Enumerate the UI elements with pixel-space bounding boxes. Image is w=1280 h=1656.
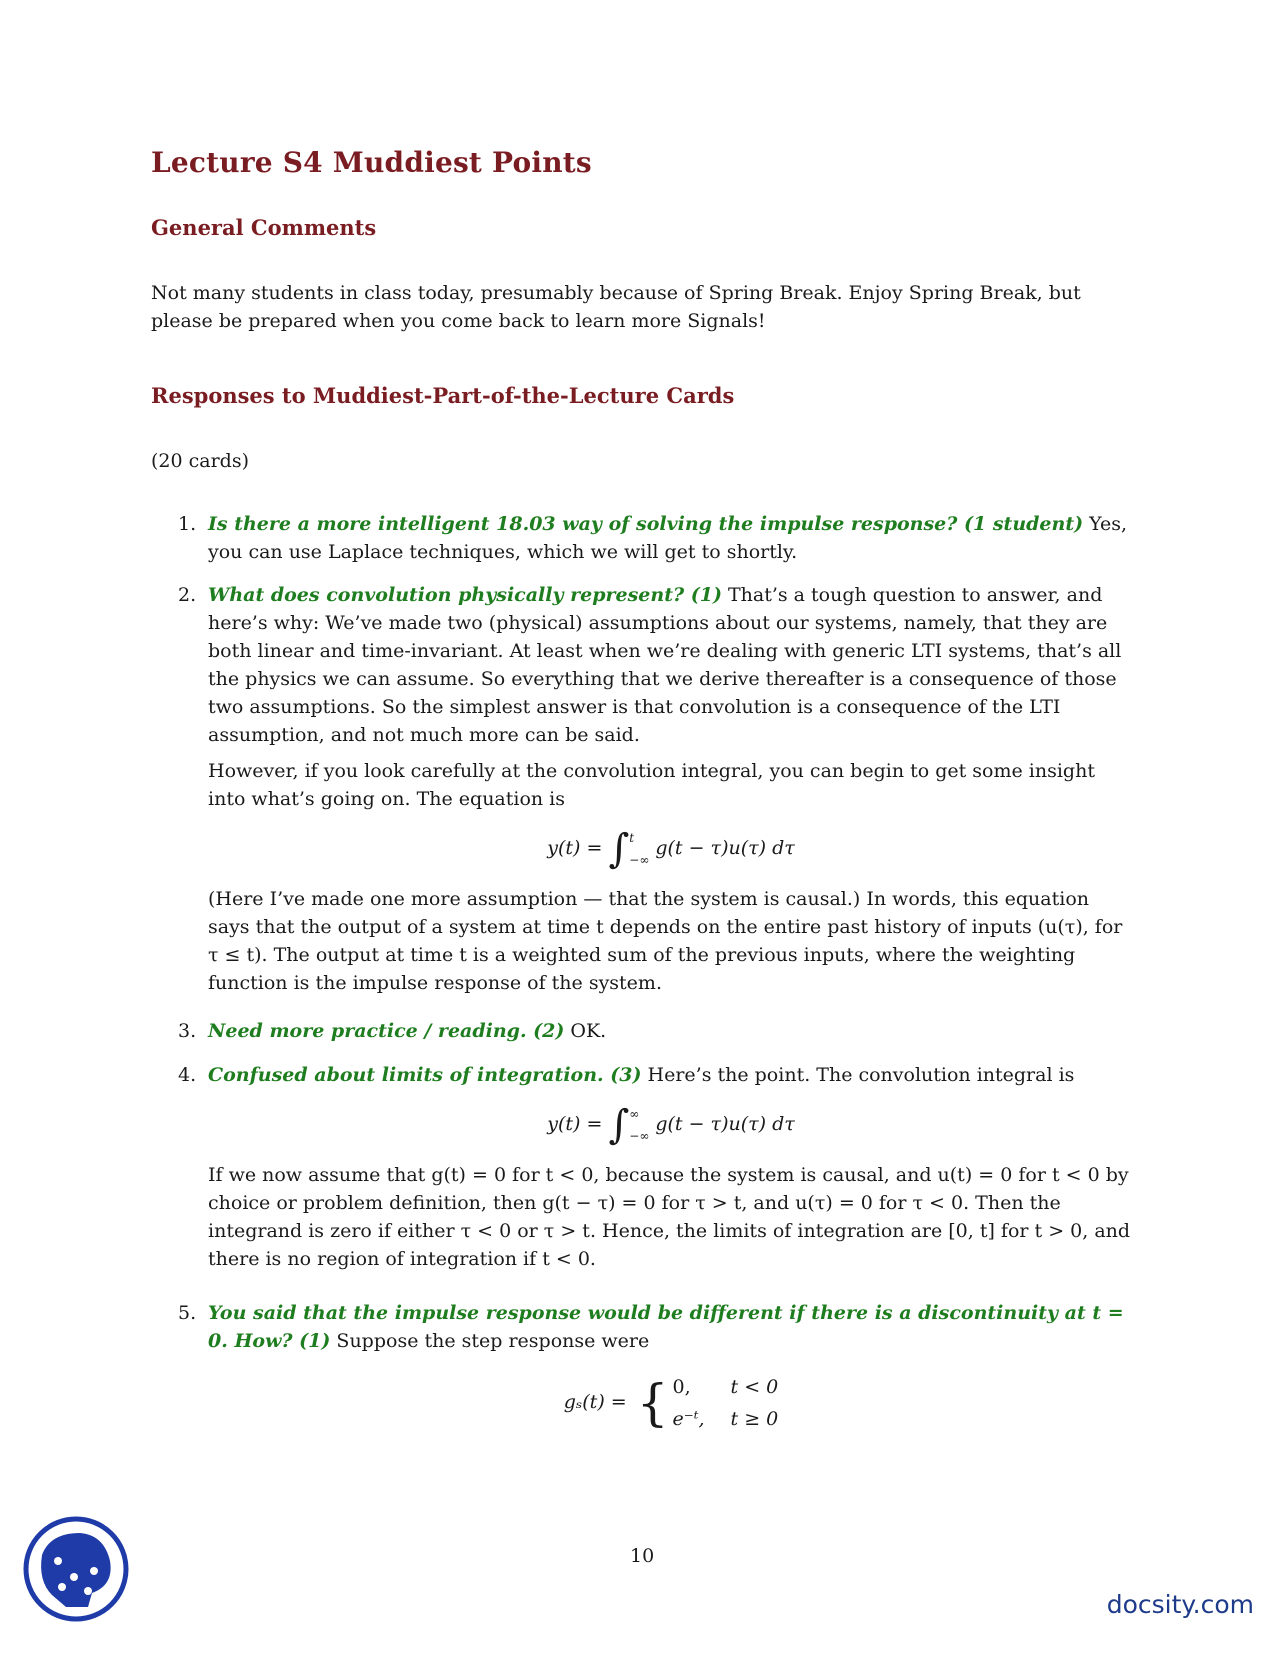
equation-rhs: g(t − τ)u(τ) dτ	[655, 1113, 795, 1135]
item-question: Is there a more intelligent 18.03 way of solving the impulse response? (1 student)	[208, 513, 1084, 535]
item-answer: That’s a tough question to answer, and here’s why: We’ve made two (physical) assumptions about our systems, namely, that they are both linear and time-invariant. At least when we’re dealing with generic LTI systems, that’s all the physics we can assume. So everything that we derive thereafter is a consequence of those two assumptions. So the simplest answer is that convolution is a consequence of the LTI assumption, and not much more can be said.	[208, 584, 1122, 746]
upper-limit: ∞	[629, 1107, 640, 1121]
section-heading-general: General Comments	[151, 215, 377, 240]
brace-glyph: {	[636, 1374, 669, 1432]
step-response-equation	[208, 1371, 1134, 1435]
case-value: e⁻ᵗ,	[672, 1408, 705, 1430]
convolution-equation	[208, 1103, 1134, 1147]
lower-limit: −∞	[629, 853, 650, 867]
case-condition: t ≥ 0	[730, 1408, 779, 1430]
item-number: 5.	[178, 1302, 197, 1324]
piecewise-cases	[673, 1371, 779, 1435]
equation-lhs: y(t) =	[547, 1113, 609, 1135]
item-paragraph: (Here I’ve made one more assumption — that the system is causal.) In words, this equation says that the output of a system at time t depends on the entire past history of inputs (u(τ), for τ ≤ t). The output at time t is a weighted sum of the previous inputs, where the weighting function is the impulse response of the system.	[208, 888, 1123, 994]
item-number: 3.	[178, 1020, 197, 1042]
list-item	[151, 1017, 1129, 1045]
card-count: (20 cards)	[151, 450, 250, 472]
item-paragraph: However, if you look carefully at the convolution integral, you can begin to get some insight into what’s going on. The equation is	[208, 760, 1095, 810]
item-answer: OK.	[564, 1020, 607, 1042]
item-number: 4.	[178, 1064, 197, 1086]
brand-watermark[interactable]: docsity.com	[1106, 1590, 1254, 1619]
case-condition: t < 0	[730, 1376, 779, 1398]
item-question: Need more practice / reading. (2)	[208, 1020, 565, 1042]
list-item	[151, 1061, 1129, 1273]
convolution-equation	[208, 827, 1134, 871]
item-question: You said that the impulse response would be different if there is a discontinuity at t = 0. How? (1)	[208, 1302, 1124, 1352]
item-answer: Suppose the step response were	[330, 1330, 650, 1352]
equation-lhs: y(t) =	[547, 837, 609, 859]
upper-limit: t	[629, 831, 635, 845]
page-number: 10	[630, 1545, 655, 1567]
integral-limits	[629, 827, 649, 871]
equation-lhs: gₛ(t) =	[563, 1391, 633, 1413]
item-question: What does convolution physically represent? (1)	[208, 584, 722, 606]
item-answer: Here’s the point. The convolution integral is	[641, 1064, 1075, 1086]
item-number: 1.	[178, 513, 197, 535]
integral-sign: ∫	[608, 826, 630, 872]
integral-limits	[629, 1103, 649, 1147]
section-heading-responses: Responses to Muddiest-Part-of-the-Lecture Cards	[151, 383, 735, 408]
item-answer: Yes, you can use Laplace techniques, which we will get to shortly.	[208, 513, 1128, 563]
lower-limit: −∞	[629, 1129, 650, 1143]
page-title: Lecture S4 Muddiest Points	[151, 146, 592, 179]
list-item	[151, 1299, 1129, 1449]
general-comments-text: Not many students in class today, presumably because of Spring Break. Enjoy Spring Break, but please be prepared when you come back to learn more Signals!	[151, 282, 1081, 332]
equation-rhs: g(t − τ)u(τ) dτ	[655, 837, 795, 859]
integral-sign: ∫	[608, 1102, 630, 1148]
list-item	[151, 581, 1129, 997]
case-value: 0,	[672, 1376, 691, 1398]
item-paragraph: If we now assume that g(t) = 0 for t < 0, because the system is causal, and u(t) = 0 for t < 0 by choice or problem definition, then g(t − τ) = 0 for τ > t, and u(τ) = 0 for τ < 0. Then the integrand is zero if either τ < 0 or τ > t. Hence, the limits of integration are [0, t] for t > 0, and there is no region of integration if t < 0.	[208, 1164, 1131, 1270]
list-item	[151, 510, 1129, 566]
docsity-logo-icon	[22, 1515, 130, 1623]
item-number: 2.	[178, 584, 197, 606]
item-question: Confused about limits of integration. (3)	[208, 1064, 642, 1086]
